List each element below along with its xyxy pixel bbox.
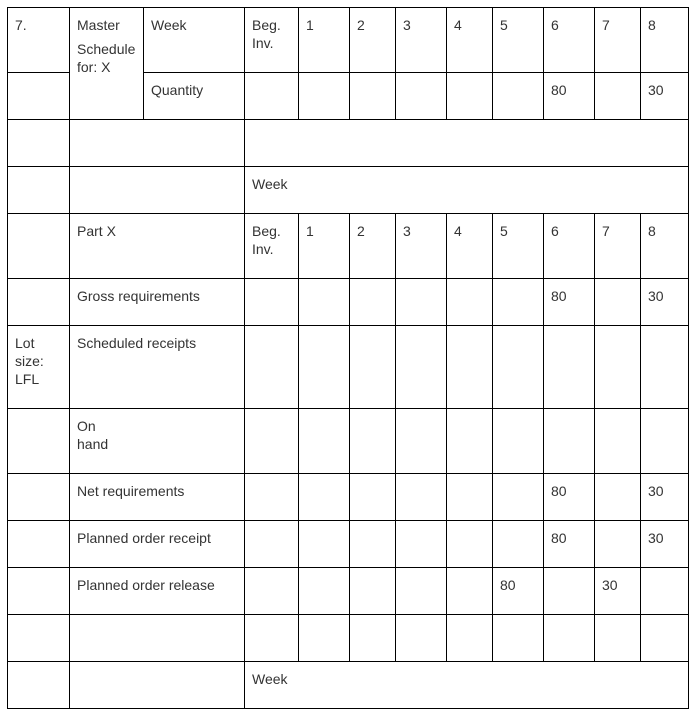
value-cell bbox=[493, 326, 544, 409]
master-quantity-cell bbox=[493, 73, 544, 120]
master-schedule-label-line2: Schedule for: X bbox=[77, 41, 136, 75]
value-cell bbox=[544, 326, 595, 409]
part-week-header: 1 bbox=[299, 214, 350, 279]
master-schedule-label-line1: Master bbox=[77, 17, 120, 33]
value-cell bbox=[447, 409, 493, 474]
empty-cell bbox=[245, 73, 299, 120]
part-beg-inv-header: Beg. Inv. bbox=[245, 214, 299, 279]
empty-cell bbox=[8, 214, 70, 279]
master-week-header: 3 bbox=[396, 8, 447, 73]
empty-cell bbox=[8, 615, 70, 662]
empty-cell bbox=[245, 615, 299, 662]
part-week-header: 8 bbox=[641, 214, 689, 279]
value-cell bbox=[595, 279, 641, 326]
value-cell bbox=[447, 474, 493, 521]
master-week-header: 8 bbox=[641, 8, 689, 73]
value-cell bbox=[299, 474, 350, 521]
empty-cell bbox=[447, 615, 493, 662]
week-label-row bbox=[8, 167, 689, 214]
value-cell bbox=[641, 409, 689, 474]
master-schedule-label-cell bbox=[70, 8, 144, 120]
value-cell bbox=[493, 409, 544, 474]
value-cell bbox=[493, 521, 544, 568]
empty-cell bbox=[8, 73, 70, 120]
planned-order-receipt-row bbox=[8, 521, 689, 568]
empty-cell bbox=[70, 662, 245, 709]
value-cell bbox=[641, 326, 689, 409]
beg-inv-cell bbox=[245, 474, 299, 521]
value-cell bbox=[350, 326, 396, 409]
value-cell bbox=[350, 279, 396, 326]
value-cell bbox=[350, 568, 396, 615]
net-requirements-row bbox=[8, 474, 689, 521]
master-quantity-cell bbox=[396, 73, 447, 120]
master-week-header: 4 bbox=[447, 8, 493, 73]
value-cell bbox=[299, 279, 350, 326]
value-cell: 30 bbox=[641, 279, 689, 326]
empty-cell bbox=[641, 615, 689, 662]
value-cell: 30 bbox=[641, 474, 689, 521]
value-cell bbox=[299, 409, 350, 474]
row-label: Planned order receipt bbox=[70, 521, 245, 568]
value-cell bbox=[299, 521, 350, 568]
week-label-cell bbox=[245, 167, 689, 214]
week-label-cell bbox=[245, 662, 689, 709]
master-week-header: 7 bbox=[595, 8, 641, 73]
master-week-label: Week bbox=[151, 17, 187, 33]
master-quantity-cell: 30 bbox=[641, 73, 689, 120]
part-header-row bbox=[8, 214, 689, 279]
value-cell bbox=[299, 326, 350, 409]
empty-cell bbox=[396, 615, 447, 662]
value-cell bbox=[447, 326, 493, 409]
master-schedule-week-row bbox=[8, 8, 689, 73]
value-cell: 80 bbox=[544, 474, 595, 521]
row-label: On hand bbox=[70, 409, 245, 474]
value-cell: 80 bbox=[493, 568, 544, 615]
gross-requirements-row bbox=[8, 279, 689, 326]
week-label-row-bottom bbox=[8, 662, 689, 709]
empty-cell bbox=[70, 167, 245, 214]
value-cell bbox=[396, 409, 447, 474]
empty-cell bbox=[595, 615, 641, 662]
empty-cell bbox=[245, 120, 689, 167]
empty-cell bbox=[8, 662, 70, 709]
value-cell bbox=[350, 521, 396, 568]
empty-cell bbox=[8, 409, 70, 474]
master-week-label-cell bbox=[144, 8, 245, 73]
master-quantity-cell bbox=[447, 73, 493, 120]
empty-cell bbox=[70, 615, 245, 662]
part-week-header: 2 bbox=[350, 214, 396, 279]
master-quantity-cell: 80 bbox=[544, 73, 595, 120]
row-label: Planned order release bbox=[70, 568, 245, 615]
value-cell bbox=[544, 568, 595, 615]
beg-inv-cell bbox=[245, 568, 299, 615]
value-cell: 30 bbox=[641, 521, 689, 568]
lot-size-label: Lot size: LFL bbox=[8, 326, 70, 409]
empty-cell bbox=[493, 615, 544, 662]
value-cell bbox=[595, 326, 641, 409]
master-quantity-label: Quantity bbox=[151, 82, 204, 98]
beg-inv-cell bbox=[245, 409, 299, 474]
blank-row bbox=[8, 120, 689, 167]
beg-inv-cell bbox=[245, 326, 299, 409]
value-cell bbox=[350, 474, 396, 521]
empty-cell bbox=[544, 615, 595, 662]
part-label-cell bbox=[70, 214, 245, 279]
value-cell bbox=[396, 521, 447, 568]
row-number-cell bbox=[8, 8, 70, 73]
part-week-header: 6 bbox=[544, 214, 595, 279]
value-cell: 80 bbox=[544, 279, 595, 326]
empty-cell bbox=[8, 474, 70, 521]
master-quantity-cell bbox=[299, 73, 350, 120]
row-number: 7. bbox=[15, 17, 27, 33]
value-cell bbox=[396, 326, 447, 409]
beg-inv-cell bbox=[245, 521, 299, 568]
master-quantity-label-cell bbox=[144, 73, 245, 120]
row-label: Net requirements bbox=[70, 474, 245, 521]
master-week-header: 5 bbox=[493, 8, 544, 73]
value-cell bbox=[641, 568, 689, 615]
empty-cell bbox=[350, 615, 396, 662]
value-cell bbox=[493, 474, 544, 521]
master-beg-inv-header: Beg. Inv. bbox=[245, 8, 299, 73]
value-cell: 80 bbox=[544, 521, 595, 568]
empty-cell bbox=[8, 568, 70, 615]
value-cell bbox=[595, 474, 641, 521]
value-cell bbox=[493, 279, 544, 326]
master-week-header: 1 bbox=[299, 8, 350, 73]
empty-cell bbox=[8, 279, 70, 326]
value-cell bbox=[396, 279, 447, 326]
value-cell bbox=[396, 474, 447, 521]
value-cell bbox=[544, 409, 595, 474]
master-week-header: 6 bbox=[544, 8, 595, 73]
master-quantity-cell bbox=[350, 73, 396, 120]
value-cell bbox=[447, 279, 493, 326]
blank-row bbox=[8, 615, 689, 662]
part-week-header: 5 bbox=[493, 214, 544, 279]
part-label: Part X bbox=[77, 223, 116, 239]
part-week-header: 3 bbox=[396, 214, 447, 279]
scheduled-receipts-row bbox=[8, 326, 689, 409]
mrp-table bbox=[7, 7, 689, 709]
empty-cell bbox=[8, 167, 70, 214]
beg-inv-cell bbox=[245, 279, 299, 326]
empty-cell bbox=[8, 521, 70, 568]
value-cell bbox=[350, 409, 396, 474]
master-week-header: 2 bbox=[350, 8, 396, 73]
value-cell: 30 bbox=[595, 568, 641, 615]
empty-cell bbox=[70, 120, 245, 167]
value-cell bbox=[595, 521, 641, 568]
value-cell bbox=[447, 521, 493, 568]
empty-cell bbox=[299, 615, 350, 662]
empty-cell bbox=[8, 120, 70, 167]
row-label: Gross requirements bbox=[70, 279, 245, 326]
part-week-header: 4 bbox=[447, 214, 493, 279]
planned-order-release-row bbox=[8, 568, 689, 615]
week-label: Week bbox=[252, 671, 288, 687]
value-cell bbox=[595, 409, 641, 474]
value-cell bbox=[299, 568, 350, 615]
value-cell bbox=[396, 568, 447, 615]
row-label: Scheduled receipts bbox=[70, 326, 245, 409]
week-label: Week bbox=[252, 176, 288, 192]
on-hand-row bbox=[8, 409, 689, 474]
master-quantity-cell bbox=[595, 73, 641, 120]
value-cell bbox=[447, 568, 493, 615]
part-week-header: 7 bbox=[595, 214, 641, 279]
